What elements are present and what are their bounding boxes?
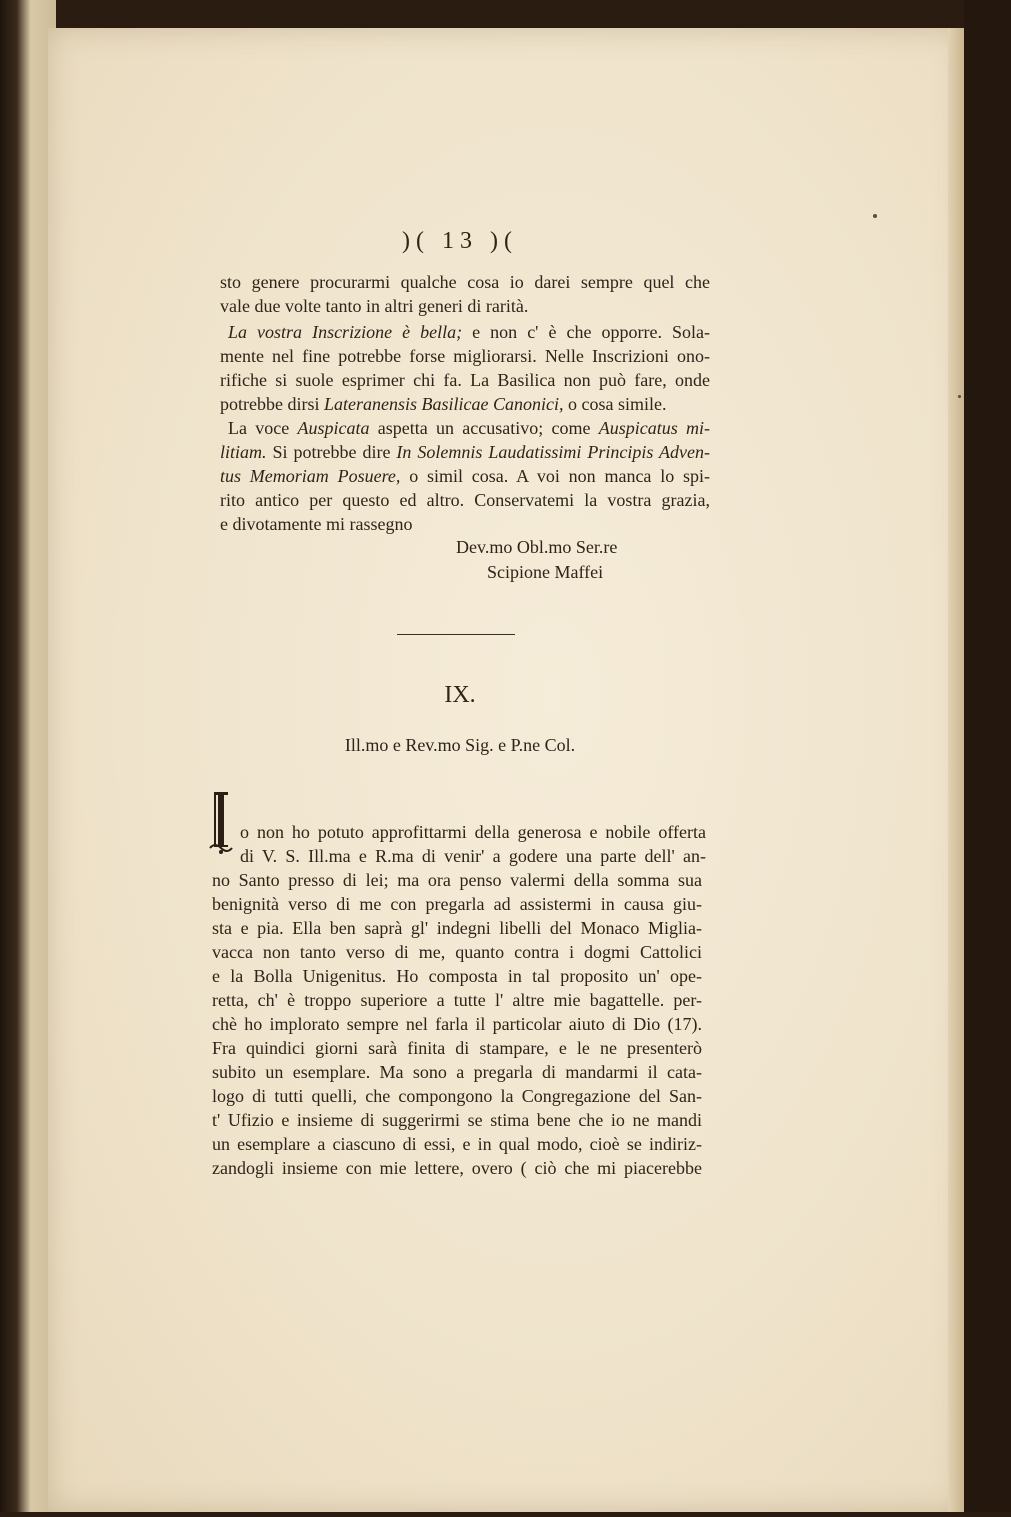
text-line: vale due volte tanto in altri generi di rarità. [220, 296, 529, 316]
text-line: benignità verso di me con pregarla ad assistermi in causa giu- [212, 894, 702, 914]
text-span: La voce [228, 418, 298, 438]
italic-text: La vostra Inscrizione è bella; [228, 322, 463, 342]
text-line: vacca non tanto verso di me, quanto contra i dogmi Cattolici [212, 942, 702, 962]
text-line: t' Ufizio e insieme di suggerirmi se stima bene che io ne mandi [212, 1110, 702, 1130]
text-line [228, 320, 710, 344]
text-line [220, 392, 710, 416]
text-line: logo di tutti quelli, che compongono la Congregazione del San- [212, 1086, 702, 1106]
signature-closing: Dev.mo Obl.mo Ser.re [456, 537, 618, 557]
drop-cap-ornament [205, 790, 235, 860]
text-line: rifiche si suole esprimer chi fa. La Basilica non può fare, onde [220, 370, 710, 390]
drop-cap-i-icon [205, 790, 235, 860]
italic-text: litiam. [220, 442, 267, 462]
text-line: di V. S. Ill.ma e R.ma di venir' a godere una parte dell' an- [240, 846, 706, 866]
paper-speck [873, 214, 877, 218]
scan-border-top [0, 0, 1011, 28]
italic-text: Lateranensis Basilicae Canonici, [323, 394, 564, 414]
text-span: o cosa simile. [563, 394, 667, 414]
signature-name: Scipione Maffei [487, 562, 604, 582]
text-line: sta e pia. Ella ben saprà gl' indegni libelli del Monaco Miglia- [212, 918, 702, 938]
salutation: Ill.mo e Rev.mo Sig. e P.ne Col. [344, 735, 576, 755]
paper-speck [958, 395, 961, 398]
text-line: Fra quindici giorni sarà finita di stampare, e le ne presenterò [212, 1038, 702, 1058]
text-line: subito un esemplare. Ma sono a pregarla di mandarmi il cata- [212, 1062, 702, 1082]
text-line [228, 416, 710, 440]
text-line: zandogli insieme con mie lettere, overo ( ciò che mi piacerebbe [212, 1158, 702, 1178]
text-line: sto genere procurarmi qualche cosa io darei sempre quel che [220, 272, 710, 292]
text-line: retta, ch' è troppo superiore a tutte l' altre mie bagattelle. per- [212, 990, 702, 1010]
text-span: Si potrebbe dire [266, 442, 397, 462]
text-line: chè ho implorato sempre nel farla il particolar aiuto di Dio (17). [212, 1014, 702, 1034]
scan-border-right [964, 0, 1011, 1517]
italic-text: Auspicatus mi- [598, 418, 711, 438]
text-line: no Santo presso di lei; ma ora penso valermi della somma sua [212, 870, 702, 890]
text-line: o non ho potuto approfittarmi della generosa e nobile offerta [240, 822, 706, 842]
text-span: potrebbe dirsi [220, 394, 324, 414]
section-divider [397, 634, 515, 635]
text-line: un esemplare a ciascuno di essi, e in qual modo, cioè se indiriz- [212, 1134, 702, 1154]
italic-text: tus Memoriam Posuere, [220, 466, 401, 486]
italic-text: Auspicata [297, 418, 370, 438]
text-line [220, 440, 710, 464]
italic-text: In Solemnis Laudatissimi Principis Adven- [396, 442, 710, 462]
page-number: )( 13 )( [402, 228, 518, 254]
letter-number: IX. [444, 682, 476, 708]
text-line [220, 464, 710, 488]
text-line: e divotamente mi rassegno [220, 514, 413, 534]
page-edge [948, 28, 964, 1512]
text-line: mente nel fine potrebbe forse migliorarsi. Nelle Inscrizioni ono- [220, 346, 710, 366]
text-span: e non c' è che opporre. Sola- [462, 322, 710, 342]
text-span: aspetta un accusativo; come [369, 418, 599, 438]
text-line: e la Bolla Unigenitus. Ho composta in tal proposito un' ope- [212, 966, 702, 986]
text-span: o simil cosa. A voi non manca lo spi- [400, 466, 711, 486]
scan-border-bottom [0, 1512, 1011, 1517]
text-line: rito antico per questo ed altro. Conservatemi la vostra grazia, [220, 490, 710, 510]
